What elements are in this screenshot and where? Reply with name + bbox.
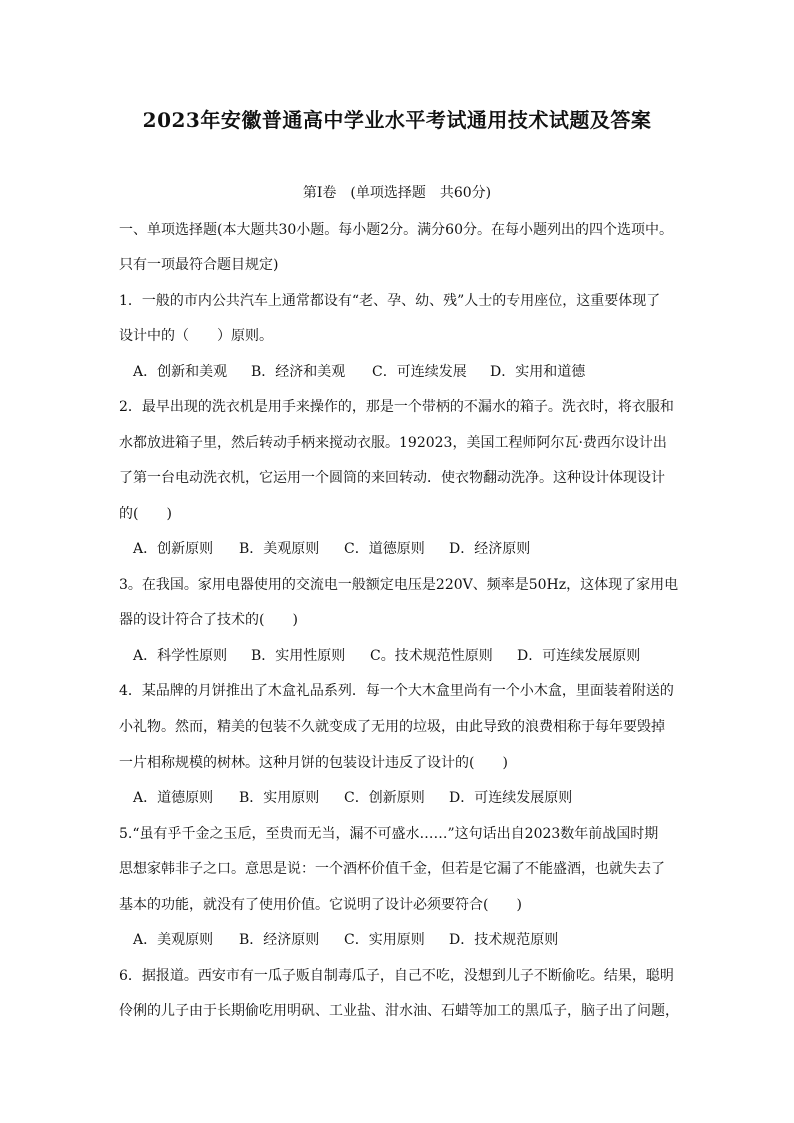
question-2-option-a: A．创新原则 [133, 541, 214, 557]
question-4-option-d: D．可连续发展原则 [449, 790, 573, 806]
question-3-option-a: A．科学性原则 [133, 648, 228, 664]
question-1-option-c: C．可连续发展 [372, 364, 467, 380]
question-5-option-b: B．经济原则 [239, 932, 320, 948]
document-title: 2023年安徽普通高中学业水平考试通用技术试题及答案 [142, 108, 652, 132]
question-1-option-a: A．创新和美观 [133, 364, 228, 380]
question-5-line-3: 基本的功能，就没有了使用价值。它说明了设计必须要符合( ) [119, 897, 522, 913]
instructions-line-1: 一、单项选择题(本大题共30小题。每小题2分。满分60分。在每小题列出的四个选项中。 [119, 222, 673, 238]
question-4-line-2: 小礼物。然而，精美的包装不久就变成了无用的垃圾，由此导致的浪费相称于每年要毁掉 [119, 719, 665, 735]
instructions-line-2: 只有一项最符合题目规定) [119, 257, 279, 273]
question-1-option-d: D．实用和道德 [490, 364, 586, 380]
question-3-option-d: D．可连续发展原则 [517, 648, 641, 664]
question-4-option-a: A．道德原则 [133, 790, 214, 806]
section-title: 第Ⅰ卷 (单项选择题 共60分) [302, 185, 492, 201]
question-3-line-2: 器的设计符合了技术的( ) [119, 612, 298, 628]
question-5-option-a: A．美观原则 [133, 932, 214, 948]
question-4-option-c: C．创新原则 [344, 790, 425, 806]
question-2-line-3: 了第一台电动洗衣机，它运用一个圆筒的来回转动．使衣物翻动洗净。这种设计体现设计 [119, 470, 665, 486]
question-2-line-4: 的( ) [119, 506, 172, 522]
question-2-option-c: C．道德原则 [344, 541, 425, 557]
question-2-line-2: 水都放进箱子里，然后转动手柄来搅动衣服。192023，美国工程师阿尔瓦·费西尔设计出 [119, 435, 667, 451]
question-5-option-d: D．技术规范原则 [449, 932, 559, 948]
question-6-line-2: 伶俐的儿子由于长期偷吃用明矾、工业盐、泔水油、石蜡等加工的黑瓜子，脑子出了问题， [119, 1003, 679, 1019]
question-4-line-3: 一片相称规模的树林。这种月饼的包装设计违反了设计的( ) [119, 755, 508, 771]
question-5-option-c: C．实用原则 [344, 932, 425, 948]
question-4-line-1: 4．某品牌的月饼推出了木盒礼品系列．每一个大木盒里尚有一个小木盒，里面装着附送的 [119, 683, 674, 699]
question-5-line-1: 5.“虽有乎千金之玉卮，至贵而无当，漏不可盛水……”这句话出自2023数年前战国时期 [119, 826, 659, 842]
question-1-line-2: 设计中的（ ）原则。 [119, 328, 273, 344]
question-3-option-b: B．实用性原则 [251, 648, 346, 664]
question-6-line-1: 6．据报道。西安市有一瓜子贩自制毒瓜子，自己不吃，没想到儿子不断偷吃。结果，聪明 [119, 968, 674, 984]
question-2-line-1: 2．最早出现的洗衣机是用手来操作的，那是一个带柄的不漏水的箱子。洗衣时，将衣服和 [119, 399, 674, 415]
question-2-option-d: D．经济原则 [449, 541, 531, 557]
question-5-line-2: 思想家韩非子之口。意思是说：一个酒杯价值千金，但若是它漏了不能盛酒，也就失去了 [119, 861, 665, 877]
question-1-option-b: B．经济和美观 [251, 364, 346, 380]
question-4-option-b: B．实用原则 [239, 790, 320, 806]
question-3-option-c: C。技术规范性原则 [370, 648, 493, 664]
question-1-line-1: 1．一般的市内公共汽车上通常都设有“老、孕、幼、残”人士的专用座位，这重要体现了 [119, 293, 661, 309]
question-3-line-1: 3。在我国。家用电器使用的交流电一般额定电压是220V、频率是50Hz，这体现了家用电 [119, 577, 679, 593]
question-2-option-b: B．美观原则 [239, 541, 320, 557]
